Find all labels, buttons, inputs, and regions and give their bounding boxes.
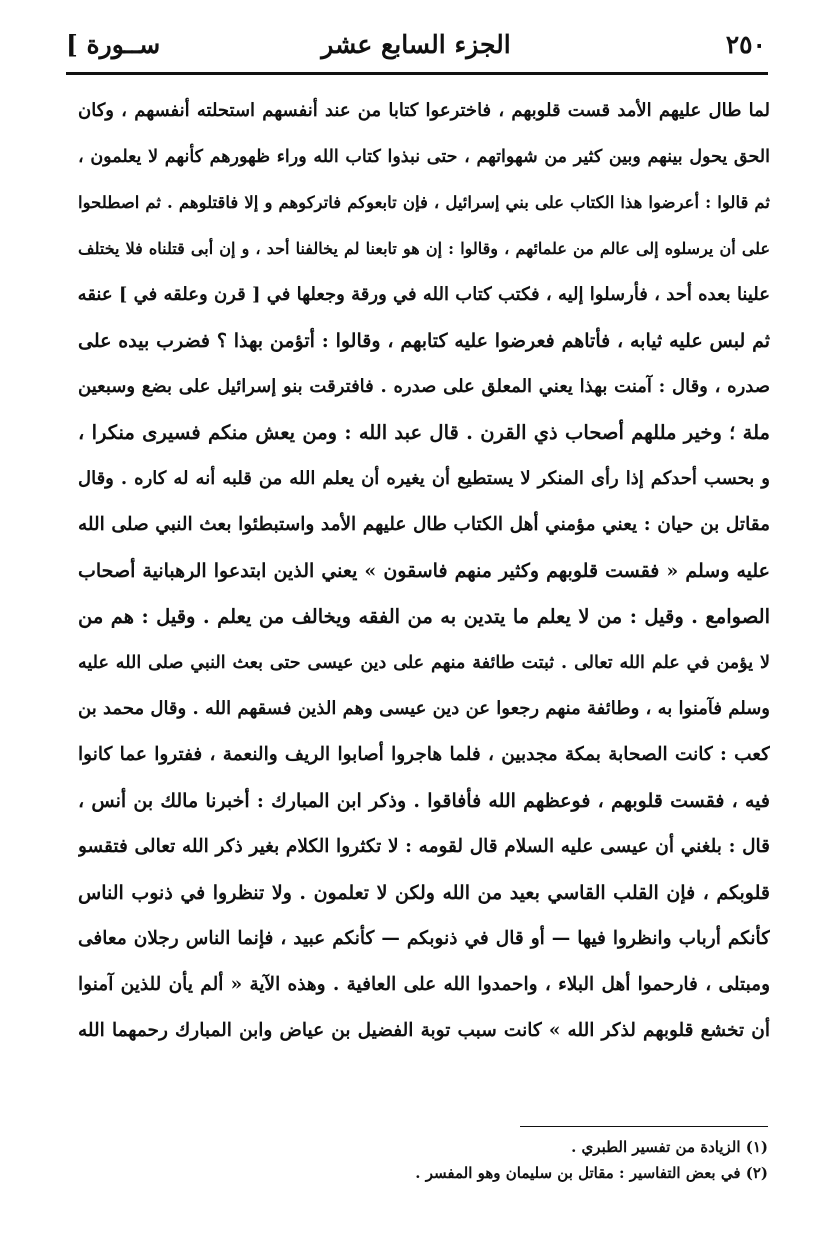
text-line: ثم قالوا : أعرضوا هذا الكتاب على بني إسرائيل ، فإن تابعوكم فاتركوهم و إلا فاقتلوهم . ثم اصطلحوا	[78, 193, 770, 212]
text-line: عليه وسلم « فقست قلوبهم وكثير منهم فاسقون » يعني الذين ابتدعوا الرهبانية أصحاب	[78, 560, 770, 582]
text-line: لما طال عليهم الأمد قست قلوبهم ، فاخترعوا كتابا من عند أنفسهم استحلته أنفسهم ، وكان	[78, 100, 770, 121]
text-line: لا يؤمن في علم الله تعالى . ثبتت طائفة منهم على دين عيسى حتى بعث النبي صلى الله عليه	[78, 653, 770, 673]
text-line: وسلم فآمنوا به ، وطائفة منهم رجعوا عن دين عيسى وهم الذين فسقهم الله . وقال محمد بن	[78, 698, 770, 719]
footnote-2: (٢) في بعض التفاسير : مقاتل بن سليمان وهو المفسر .	[415, 1164, 768, 1182]
text-line: و بحسب أحدكم إذا رأى المنكر لا يستطيع أن يغيره أن يعلم الله من قلبه أنه له كاره . وقال	[78, 468, 770, 489]
text-line: أن تخشع قلوبهم لذكر الله » كانت سبب توبة الفضيل بن عياض وابن المبارك رحمهما الله	[78, 1020, 770, 1041]
page-number: ٢٥٠	[725, 30, 766, 59]
header-surah: [ ســورة	[66, 30, 161, 59]
text-line: ثم لبس عليه ثيابه ، فأتاهم فعرضوا عليه كتابهم ، وقالوا : أتؤمن بهذا ؟ فضرب بيده على	[78, 330, 770, 352]
text-line: ومبتلى ، فارحموا أهل البلاء ، واحمدوا الله على العافية . وهذه الآية « ألم يأن للذين آمنوا	[78, 974, 770, 995]
text-line: علينا بعده أحد ، فأرسلوا إليه ، فكتب كتاب الله في ورقة وجعلها في [ قرن وعلقه في ] عنقه	[78, 284, 770, 305]
text-line: صدره ، وقال : آمنت بهذا يعني المعلق على صدره . فافترقت بنو إسرائيل على بضع وسبعين	[78, 376, 770, 397]
running-header	[66, 26, 766, 66]
text-line: فيه ، فقست قلوبهم ، فوعظهم الله فأفاقوا . وذكر ابن المبارك : أخبرنا مالك بن أنس ،	[78, 790, 770, 812]
footnote-1: (١) الزيادة من تفسير الطبري .	[571, 1138, 768, 1156]
footnote-rule	[520, 1126, 768, 1127]
footnotes	[300, 1134, 768, 1186]
text-line: ملة ؛ وخير مللهم أصحاب ذي القرن . قال عبد الله : ومن يعش منكم فسيرى منكرا ،	[78, 421, 770, 444]
header-rule	[66, 72, 768, 75]
text-line: كعب : كانت الصحابة بمكة مجدبين ، فلما هاجروا أصابوا الريف والنعمة ، ففتروا عما كانوا	[78, 744, 770, 765]
text-line: قال : بلغني أن عيسى عليه السلام قال لقومه : لا تكثروا الكلام بغير ذكر الله تعالى فتقسو	[78, 836, 770, 857]
text-line: الصوامع . وقيل : من لا يعلم ما يتدين به من الفقه ويخالف من يعلم . وقيل : هم من	[78, 605, 770, 628]
body-text	[78, 88, 770, 1054]
text-line: الحق يحول بينهم وبين كثير من شهواتهم ، حتى نبذوا كتاب الله وراء ظهورهم كأنهم لا يعلمون ،	[78, 147, 770, 167]
text-line: قلوبكم ، فإن القلب القاسي بعيد من الله ولكن لا تعلمون . ولا تنظروا في ذنوب الناس	[78, 882, 770, 904]
text-line: على أن يرسلوه إلى عالم من علمائهم ، وقالوا : إن هو تابعنا لم يخالفنا أحد ، و إن أبى قتلناه فلا يختلف	[78, 239, 770, 258]
text-line: كأنكم أرباب وانظروا فيها — أو قال في ذنوبكم — كأنكم عبيد ، فإنما الناس رجلان معافى	[78, 928, 770, 949]
text-line: مقاتل بن حيان : يعني مؤمني أهل الكتاب طال عليهم الأمد واستبطئوا بعث النبي صلى الله	[78, 514, 770, 535]
header-title: الجزء السابع عشر	[321, 30, 511, 59]
